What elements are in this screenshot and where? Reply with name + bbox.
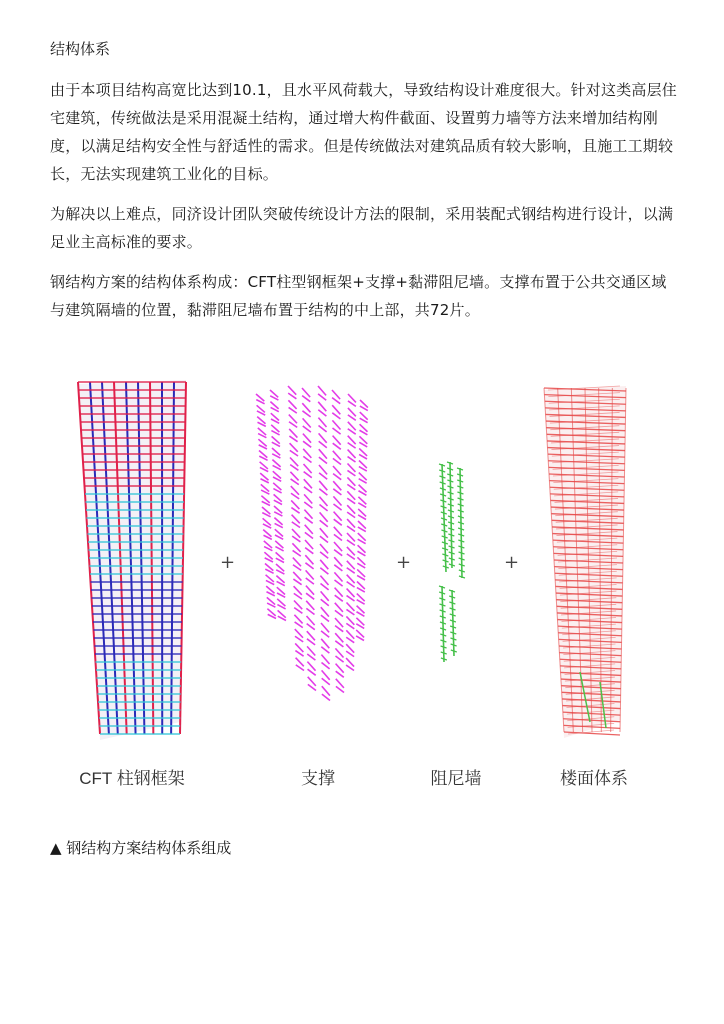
plus-sign-1: + xyxy=(220,552,236,573)
paragraph-2: 为解决以上难点，同济设计团队突破传统设计方法的限制，采用装配式钢结构进行设计，以满足业主高标准的要求。 xyxy=(50,205,674,251)
cft-frame-tower xyxy=(78,380,186,740)
section-title: 结构体系 xyxy=(50,40,111,58)
structure-system-figure xyxy=(60,372,660,802)
plus-sign-3: + xyxy=(504,552,520,573)
figure-caption: ▲ 钢结构方案结构体系组成 xyxy=(50,839,232,857)
bracing-tower xyxy=(256,386,368,701)
floor-system-tower xyxy=(544,386,626,738)
label-damper-wall: 阻尼墙 xyxy=(430,769,482,788)
label-cft-frame: CFT 柱钢框架 xyxy=(79,769,185,788)
plus-sign-2: + xyxy=(396,552,412,573)
label-bracing: 支撑 xyxy=(301,769,335,788)
damper-wall-group xyxy=(439,462,465,662)
label-floor-system: 楼面体系 xyxy=(560,769,628,788)
article-body xyxy=(50,38,680,336)
paragraph-1: 由于本项目结构高宽比达到10.1，且水平风荷载大，导致结构设计难度很大。针对这类高层住宅建筑，传统做法是采用混凝土结构，通过增大构件截面、设置剪力墙等方法来增加结构刚度，以满足结构安全性与舒适性的需求。但是传统做法对建筑品质有较大影响，且施工工期较长，无法实现建筑工业化的目标。 xyxy=(50,81,678,183)
paragraph-3: 钢结构方案的结构体系构成：CFT柱型钢框架+支撑+黏滞阻尼墙。支撑布置于公共交通区域与建筑隔墙的位置，黏滞阻尼墙布置于结构的中上部，共72片。 xyxy=(50,273,667,319)
